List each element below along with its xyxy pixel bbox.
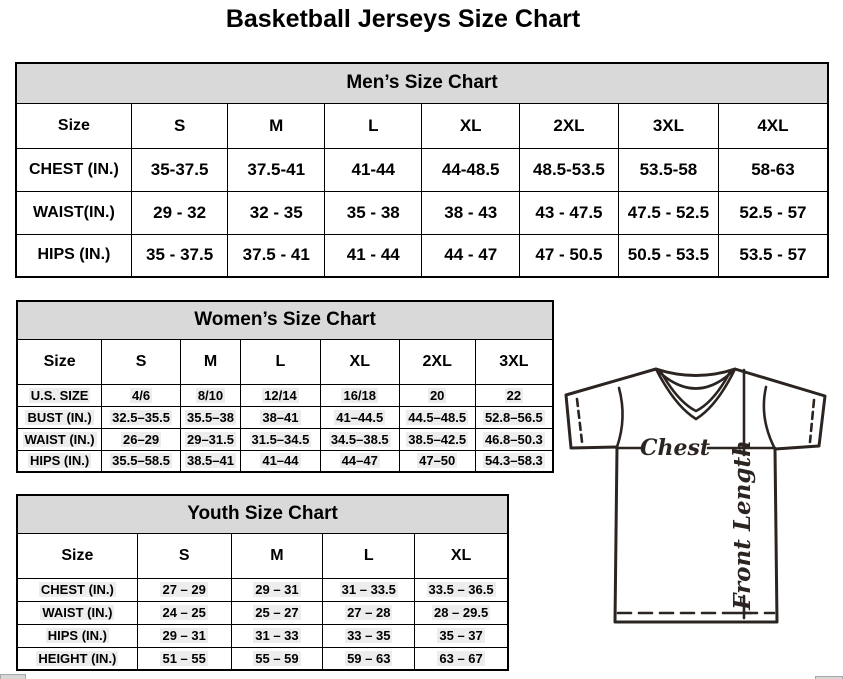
womens-row-label [17, 428, 102, 450]
womens-cell [102, 428, 181, 450]
youth-row [17, 578, 508, 601]
youth-row [17, 647, 508, 670]
youth-size-chart-section [16, 494, 509, 671]
womens-cell-text: 38.5–42.5 [408, 431, 467, 447]
mens-cell: 37.5-41 [228, 148, 325, 191]
womens-cell [241, 428, 321, 450]
womens-cell [399, 384, 475, 406]
mens-cell: 50.5 - 53.5 [618, 234, 718, 277]
mens-cell: 37.5 - 41 [228, 234, 325, 277]
mens-column-header-m: M [228, 103, 325, 148]
youth-cell-text: 63 – 67 [439, 650, 483, 666]
womens-cell [399, 450, 475, 472]
womens-cell-text: 44.5–48.5 [408, 409, 467, 425]
chest-label: Chest [639, 435, 711, 461]
youth-cell-text: 51 – 55 [162, 650, 206, 666]
womens-size-table [16, 300, 554, 473]
mens-chart-title: Men’s Size Chart [16, 63, 828, 103]
youth-cell-text: 27 – 29 [162, 582, 206, 597]
womens-cell-text: 8/10 [197, 387, 224, 403]
youth-column-header-s: S [137, 533, 231, 578]
mens-size-chart-section [15, 62, 829, 278]
youth-cell-text: 25 – 27 [255, 605, 299, 620]
mens-cell: 35 - 37.5 [131, 234, 228, 277]
womens-cell [320, 428, 399, 450]
youth-cell [137, 624, 231, 647]
womens-header-row [17, 339, 553, 384]
womens-cell [399, 406, 475, 428]
mens-row-label: CHEST (IN.) [16, 148, 131, 191]
womens-cell [180, 428, 240, 450]
womens-cell-text: 12/14 [264, 387, 297, 403]
mens-row [16, 191, 828, 234]
womens-row-label-text: WAIST (IN.) [24, 431, 95, 447]
mens-column-header-2xl: 2XL [519, 103, 618, 148]
youth-column-header-m: M [231, 533, 323, 578]
jersey-outline [566, 369, 825, 622]
mens-cell: 44-48.5 [422, 148, 519, 191]
page-title: Basketball Jerseys Size Chart [225, 5, 581, 33]
jersey-measurement-diagram [558, 362, 828, 628]
mens-column-header-3xl: 3XL [618, 103, 718, 148]
womens-cell-text: 34.5–38.5 [330, 431, 389, 447]
womens-row [17, 406, 553, 428]
youth-cell [231, 647, 323, 670]
youth-cell [323, 601, 415, 624]
youth-size-table [16, 494, 509, 671]
womens-cell [475, 428, 553, 450]
womens-cell-text: 29–31.5 [186, 431, 234, 447]
youth-row-label [17, 578, 137, 601]
womens-cell-text: 4/6 [132, 387, 151, 403]
womens-cell-text: 20 [429, 387, 445, 403]
mens-cell: 35 - 38 [325, 191, 422, 234]
mens-size-table [15, 62, 829, 278]
womens-cell [102, 450, 181, 472]
youth-cell-text: 29 – 31 [162, 628, 206, 643]
youth-chart-title: Youth Size Chart [17, 495, 508, 533]
mens-cell: 41 - 44 [325, 234, 422, 277]
womens-cell-text: 41–44.5 [336, 409, 384, 425]
womens-column-header-l: L [241, 339, 321, 384]
mens-cell: 29 - 32 [131, 191, 228, 234]
youth-cell-text: 27 – 28 [347, 605, 391, 620]
scrollbar-fragment-left[interactable] [0, 674, 26, 679]
youth-cell [415, 578, 508, 601]
womens-cell [320, 384, 399, 406]
youth-cell-text: 33.5 – 36.5 [428, 582, 494, 597]
womens-cell-text: 46.8–50.3 [484, 431, 543, 447]
mens-cell: 53.5-58 [618, 148, 718, 191]
youth-cell-text: 24 – 25 [162, 605, 206, 620]
youth-cell-text: 31 – 33 [255, 628, 299, 643]
womens-row-label-text: BUST (IN.) [27, 409, 92, 425]
womens-cell-text: 26–29 [123, 431, 160, 447]
mens-row [16, 234, 828, 277]
womens-cell [241, 450, 321, 472]
youth-row [17, 601, 508, 624]
womens-cell [399, 428, 475, 450]
youth-column-header-xl: XL [415, 533, 508, 578]
youth-row [17, 624, 508, 647]
mens-cell: 48.5-53.5 [519, 148, 618, 191]
womens-cell [475, 450, 553, 472]
womens-column-header-size: Size [17, 339, 102, 384]
mens-row-label: HIPS (IN.) [16, 234, 131, 277]
womens-row-label-text: HIPS (IN.) [29, 453, 90, 469]
youth-cell-text: 33 – 35 [347, 628, 391, 643]
youth-cell-text: 29 – 31 [255, 582, 299, 597]
womens-cell [102, 406, 181, 428]
womens-cell [475, 406, 553, 428]
womens-column-header-3xl: 3XL [475, 339, 553, 384]
youth-cell [323, 647, 415, 670]
mens-cell: 43 - 47.5 [519, 191, 618, 234]
youth-cell [323, 578, 415, 601]
youth-cell [137, 578, 231, 601]
youth-cell [137, 647, 231, 670]
mens-cell: 41-44 [325, 148, 422, 191]
womens-cell-text: 54.3–58.3 [484, 453, 543, 469]
mens-column-header-size: Size [16, 103, 131, 148]
youth-row-label-text: HEIGHT (IN.) [38, 650, 117, 666]
womens-cell-text: 38–41 [262, 409, 299, 425]
womens-cell-text: 22 [506, 387, 522, 403]
womens-row [17, 450, 553, 472]
mens-cell: 52.5 - 57 [718, 191, 828, 234]
mens-row [16, 148, 828, 191]
mens-cell: 38 - 43 [422, 191, 519, 234]
mens-column-header-4xl: 4XL [718, 103, 828, 148]
mens-row-label: WAIST(IN.) [16, 191, 131, 234]
womens-cell-text: 35.5–38 [186, 409, 234, 425]
womens-size-chart-section [16, 300, 554, 473]
womens-cell [241, 406, 321, 428]
womens-row [17, 428, 553, 450]
youth-row-label [17, 624, 137, 647]
mens-column-header-xl: XL [422, 103, 519, 148]
womens-cell [180, 384, 240, 406]
mens-cell: 53.5 - 57 [718, 234, 828, 277]
youth-header-row [17, 533, 508, 578]
youth-cell [231, 601, 323, 624]
womens-cell-text: 32.5–35.5 [112, 409, 170, 425]
mens-cell: 58-63 [718, 148, 828, 191]
youth-column-header-l: L [323, 533, 415, 578]
youth-cell [231, 624, 323, 647]
womens-cell-text: 16/18 [343, 387, 377, 403]
womens-cell-text: 52.8–56.5 [484, 409, 543, 425]
youth-row-label-text: HIPS (IN.) [47, 628, 107, 643]
mens-cell: 35-37.5 [131, 148, 228, 191]
womens-cell-text: 47–50 [419, 453, 456, 469]
womens-cell [475, 384, 553, 406]
youth-row-label [17, 647, 137, 670]
youth-cell-text: 31 – 33.5 [341, 582, 396, 597]
mens-column-header-s: S [131, 103, 228, 148]
womens-chart-title: Women’s Size Chart [17, 301, 553, 339]
mens-cell: 47.5 - 52.5 [618, 191, 718, 234]
womens-cell [241, 384, 321, 406]
youth-cell [323, 624, 415, 647]
youth-cell [231, 578, 323, 601]
womens-row-label [17, 450, 102, 472]
womens-column-header-xl: XL [320, 339, 399, 384]
youth-cell [415, 624, 508, 647]
womens-cell-text: 38.5–41 [186, 453, 234, 469]
mens-cell: 44 - 47 [422, 234, 519, 277]
womens-cell [180, 450, 240, 472]
womens-cell-text: 41–44 [262, 453, 299, 469]
youth-cell [137, 601, 231, 624]
womens-cell-text: 31.5–34.5 [251, 431, 310, 447]
youth-row-label-text: WAIST (IN.) [42, 605, 113, 620]
youth-cell-text: 35 – 37 [439, 628, 483, 643]
womens-row [17, 384, 553, 406]
mens-cell: 47 - 50.5 [519, 234, 618, 277]
front-length-label: Front Length [729, 440, 756, 610]
jersey-diagram-svg [558, 362, 828, 628]
womens-cell [102, 384, 181, 406]
womens-column-header-2xl: 2XL [399, 339, 475, 384]
womens-cell-text: 35.5–58.5 [112, 453, 170, 469]
youth-cell-text: 28 – 29.5 [433, 605, 489, 620]
youth-cell [415, 647, 508, 670]
womens-column-header-m: M [180, 339, 240, 384]
womens-row-label [17, 406, 102, 428]
youth-column-header-size: Size [17, 533, 137, 578]
youth-cell-text: 59 – 63 [347, 650, 391, 666]
womens-cell [320, 450, 399, 472]
youth-row-label [17, 601, 137, 624]
mens-header-row [16, 103, 828, 148]
womens-column-header-s: S [102, 339, 181, 384]
youth-cell-text: 55 – 59 [255, 650, 299, 666]
womens-cell [320, 406, 399, 428]
womens-row-label-text: U.S. SIZE [30, 387, 89, 403]
youth-cell [415, 601, 508, 624]
mens-cell: 32 - 35 [228, 191, 325, 234]
womens-row-label [17, 384, 102, 406]
mens-column-header-l: L [325, 103, 422, 148]
youth-row-label-text: CHEST (IN.) [40, 582, 114, 597]
womens-cell [180, 406, 240, 428]
womens-cell-text: 44–47 [341, 453, 378, 469]
